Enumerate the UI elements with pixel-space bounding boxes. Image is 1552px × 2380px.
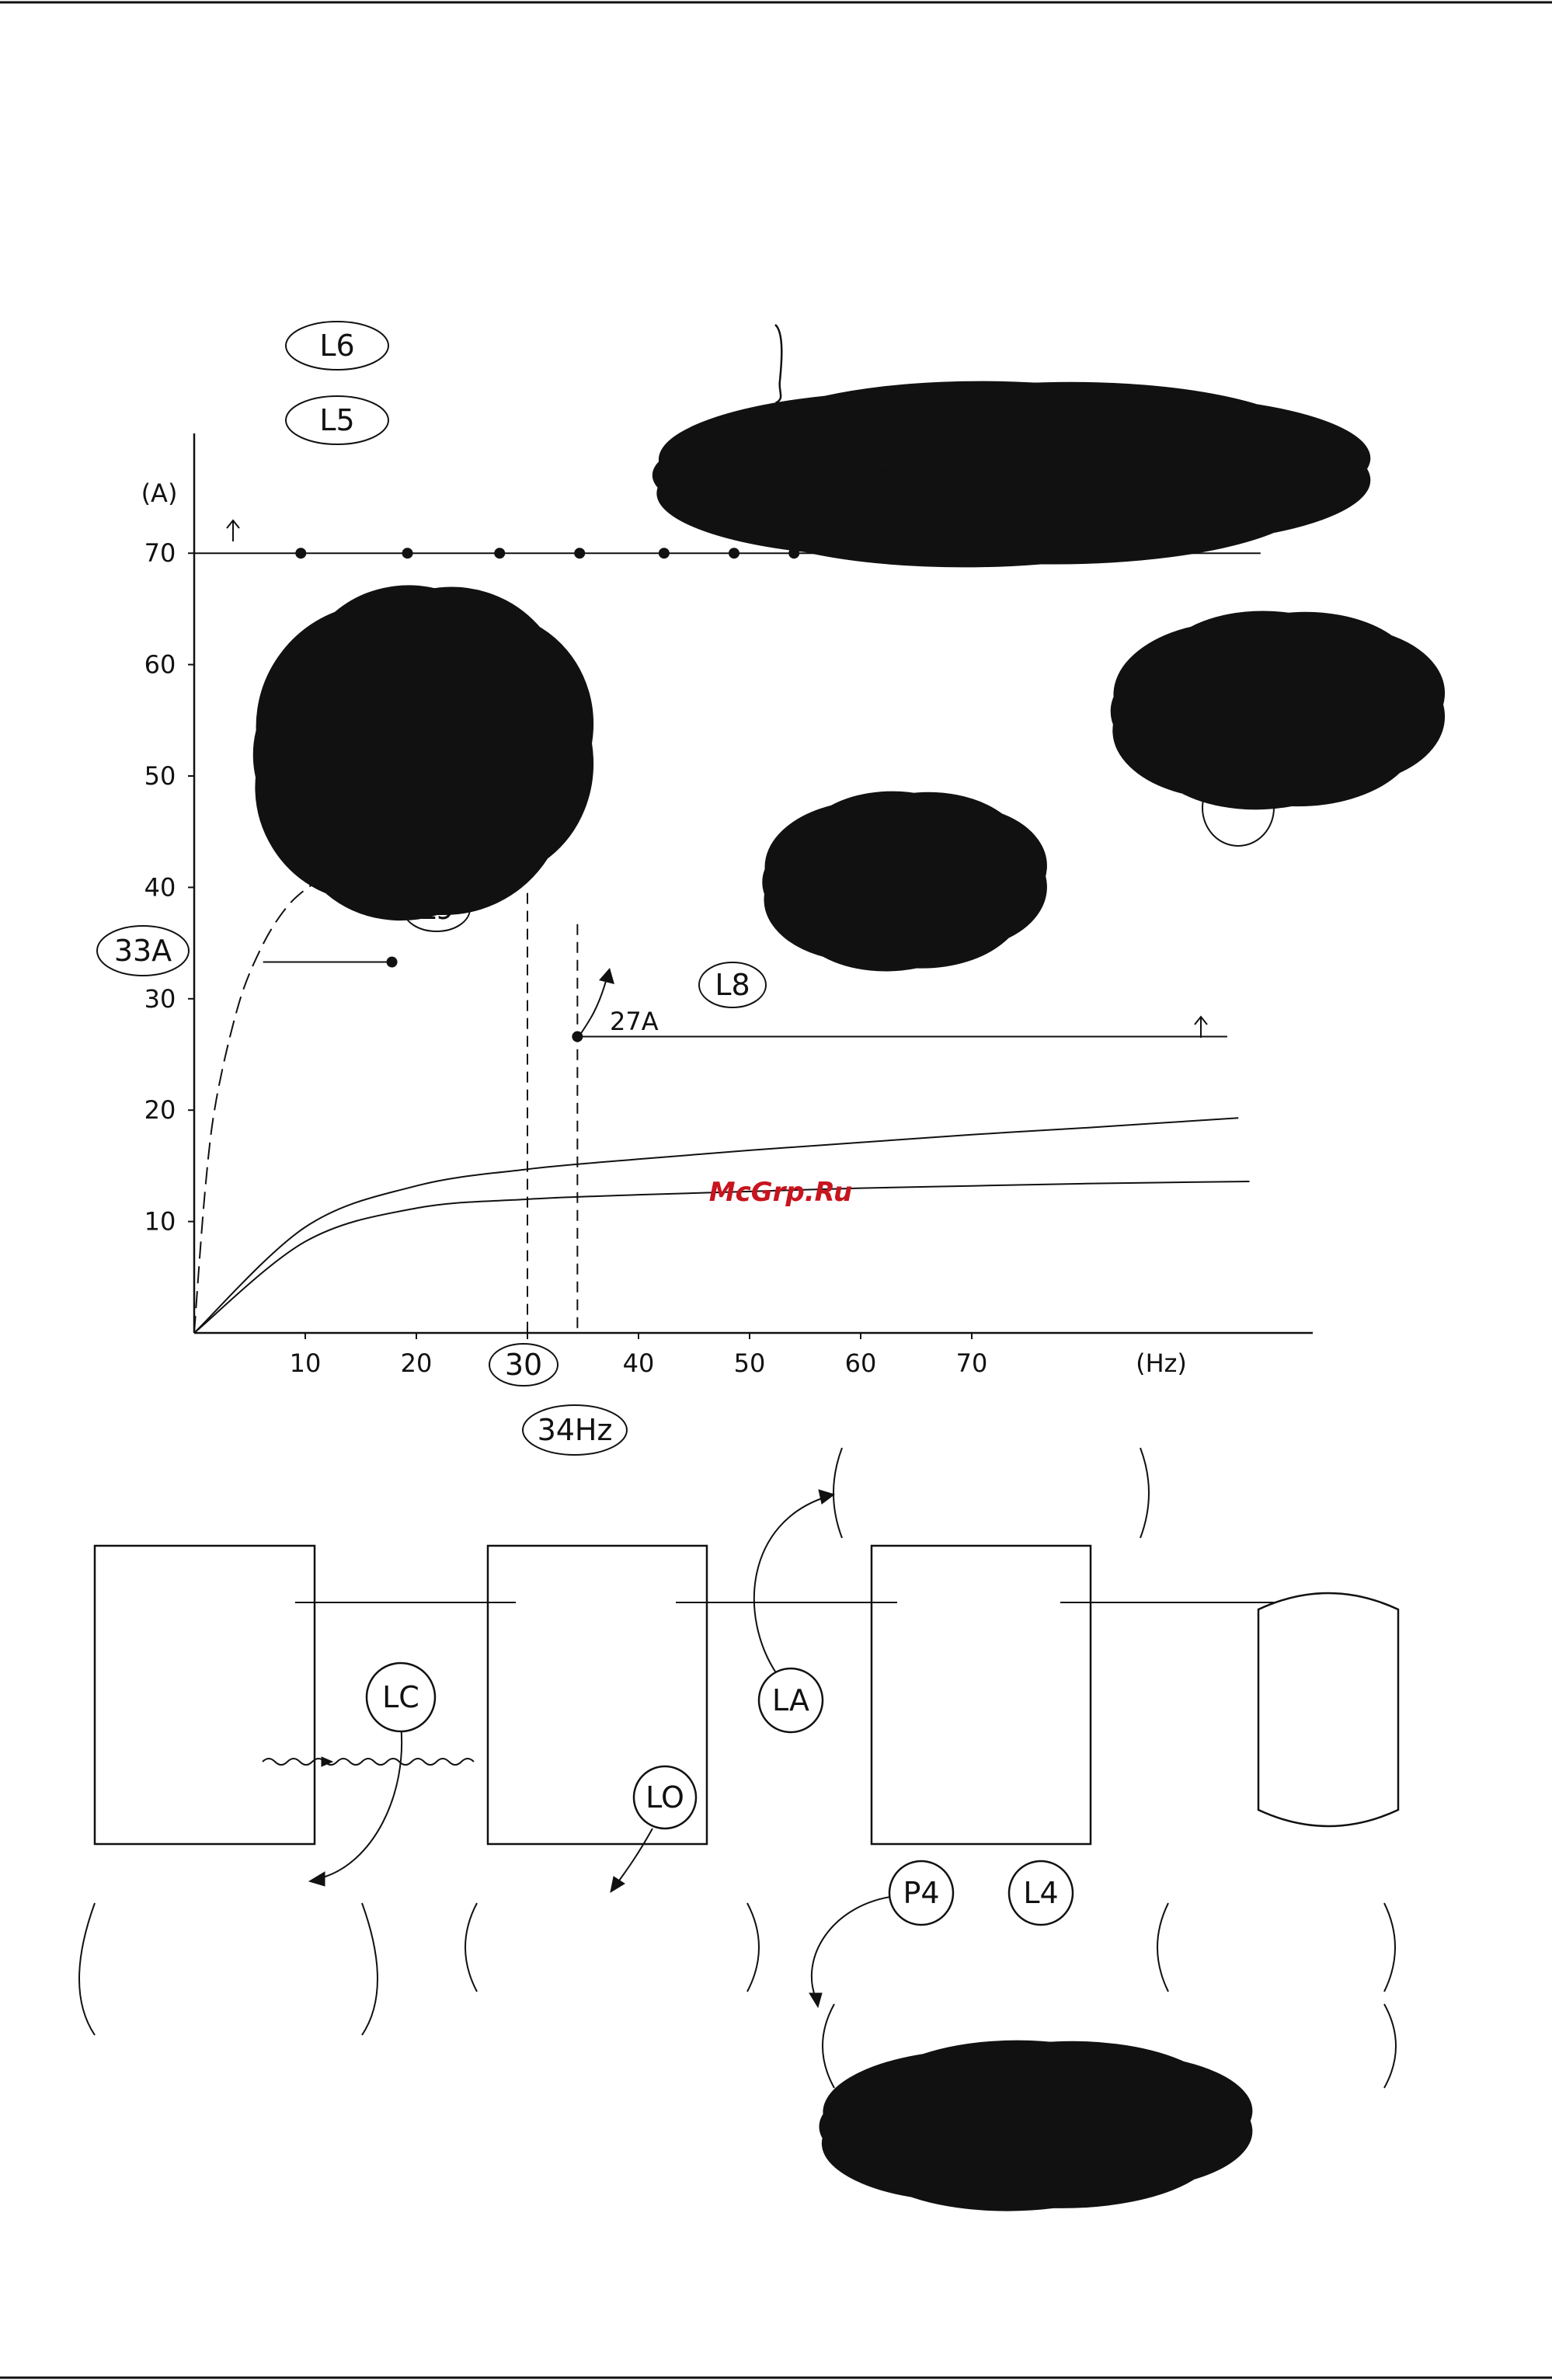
curved-arrow-icon (615, 1828, 652, 1886)
bracket-right (362, 1903, 378, 2035)
data-point (494, 548, 505, 558)
bracket-right (1384, 1903, 1395, 1992)
data-point (574, 548, 585, 558)
unit-box-3 (872, 1546, 1091, 1844)
cloud-shape (1195, 661, 1361, 760)
bracket-left (823, 2004, 834, 2088)
freq-30-label: 30 (504, 1348, 543, 1382)
unit-diagram (79, 1448, 1398, 2169)
data-point (295, 548, 306, 558)
l4-label: L4 (1023, 1876, 1059, 1910)
arrow-head (809, 1993, 822, 2007)
bracket-left (1157, 1903, 1168, 1992)
x-tick-label: 70 (955, 1348, 988, 1378)
bracket-left (79, 1903, 95, 2035)
y-axis-unit: (A) (141, 478, 178, 508)
cloud-shape (339, 669, 508, 837)
data-point-33a (387, 956, 398, 967)
lo-label: LO (646, 1780, 684, 1815)
cloud-shape (833, 837, 976, 927)
unit-box-1 (95, 1546, 315, 1844)
lc-label: LC (382, 1680, 419, 1714)
freq-34hz-label: 34Hz (537, 1413, 613, 1447)
y-tick-label: 50 (144, 761, 176, 791)
la-label: LA (771, 1683, 810, 1717)
curved-arrow-icon (812, 1897, 890, 1998)
curved-arrow-icon (754, 1497, 826, 1674)
cloud-shape (833, 428, 1190, 521)
x-tick-label: 60 (844, 1348, 877, 1378)
arrow-head (599, 968, 614, 984)
bracket-right (1384, 2004, 1396, 2088)
l8-label: L8 (715, 968, 750, 1002)
y-tick-label: 10 (144, 1206, 176, 1237)
y-tick-label: 20 (144, 1095, 176, 1126)
frequency-markers (527, 893, 577, 1333)
x-tick-label: 50 (733, 1348, 766, 1378)
bracket-left (465, 1903, 477, 1992)
p4-label: P4 (903, 1876, 940, 1910)
current-frequency-chart (97, 322, 1361, 1455)
y-tick-label: 30 (144, 983, 176, 1014)
bracket-left (833, 1448, 842, 1538)
bracket-right (1140, 1448, 1149, 1538)
data-point (659, 548, 670, 558)
x-tick-label: 20 (400, 1348, 433, 1378)
curved-arrow-icon (578, 973, 608, 1038)
x-axis-unit: (Hz) (1136, 1348, 1187, 1378)
data-point (729, 548, 739, 558)
arrow-head (611, 1877, 625, 1892)
up-arrow-icon (227, 520, 239, 541)
current-33a-label: 33A (113, 934, 172, 968)
data-point (402, 548, 413, 558)
arrow-head (819, 1490, 834, 1504)
y-tick-label: 60 (144, 649, 176, 680)
cloud-shape (928, 2083, 1144, 2169)
tank-shape (1258, 1593, 1398, 1826)
current-27a-label: 27A (610, 1007, 659, 1036)
arrow-head (309, 1872, 325, 1886)
bracket-right (747, 1903, 759, 1992)
x-tick-label: 10 (289, 1348, 322, 1378)
watermark: McGrp.Ru (708, 1177, 853, 1208)
y-tick-label: 70 (144, 538, 176, 569)
y-tick-label: 40 (144, 872, 176, 903)
x-tick-label: 40 (622, 1348, 655, 1378)
series-line-upper (194, 1118, 1238, 1333)
l9-label: L9 (419, 892, 454, 926)
up-arrow-icon (1195, 1017, 1207, 1038)
wavy-line (263, 1759, 474, 1765)
curved-arrow-icon (320, 1724, 402, 1878)
series-line-dashed (194, 858, 383, 1333)
l6-label: L6 (319, 329, 355, 363)
l5-label: L5 (319, 403, 355, 437)
